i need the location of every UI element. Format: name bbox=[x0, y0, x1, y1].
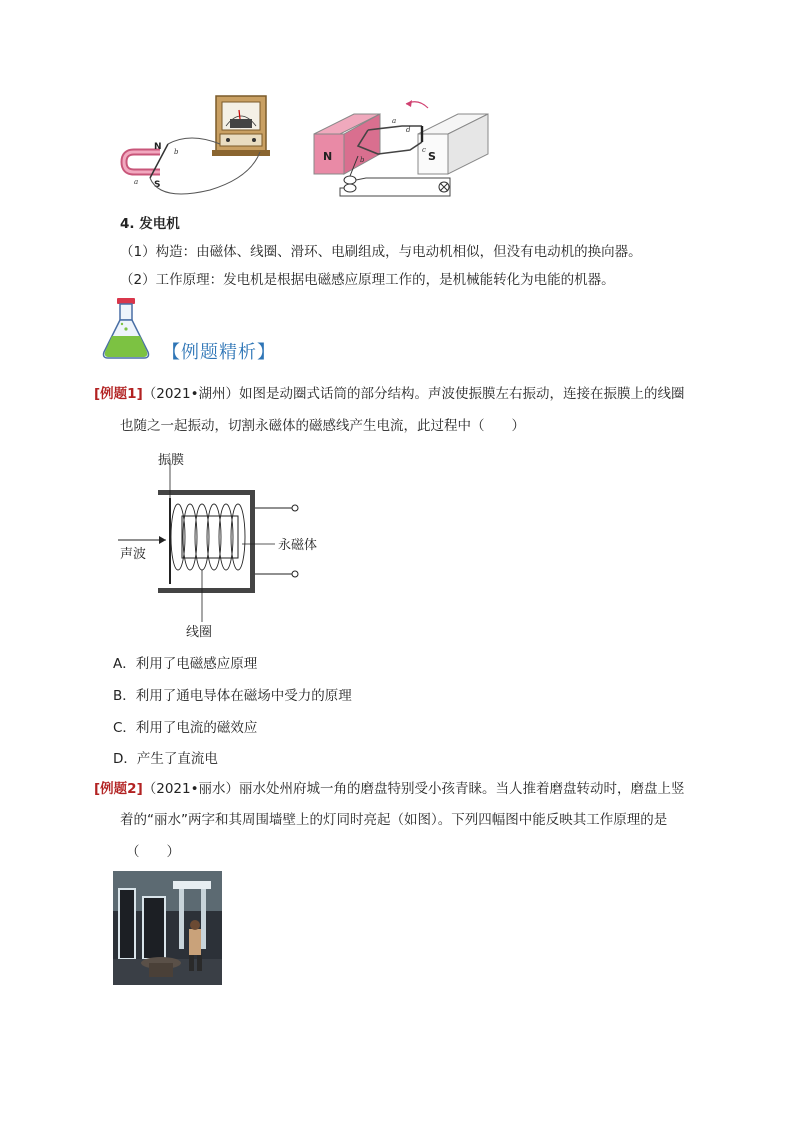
wire-b-label: b bbox=[174, 148, 179, 156]
flask-icon bbox=[100, 296, 156, 360]
option-b[interactable]: B．利用了通电导体在磁场中受力的原理 bbox=[113, 688, 352, 704]
example2-line1 bbox=[94, 779, 685, 799]
examples-header: 【例题精析】 bbox=[162, 342, 276, 363]
example1-tag: [例题1] bbox=[94, 386, 143, 402]
option-a[interactable]: A．利用了电磁感应原理 bbox=[113, 656, 258, 672]
galvanometer-figure bbox=[120, 92, 280, 204]
option-d[interactable]: D．产生了直流电 bbox=[113, 751, 218, 767]
example1-line2: 也随之一起振动，切割永磁体的磁感线产生电流，此过程中（ ） bbox=[120, 418, 525, 434]
example1-text1: （2021•湖州）如图是动圈式话筒的部分结构。声波使振膜左右振动，连接在振膜上的线圈 bbox=[142, 386, 685, 402]
sound-wave-label: 声波 bbox=[120, 547, 147, 562]
generator-figure bbox=[310, 96, 490, 204]
option-c[interactable]: C．利用了电流的磁效应 bbox=[113, 720, 258, 736]
magnet-s-label: S bbox=[428, 150, 436, 163]
magnet-n-label: N bbox=[323, 150, 333, 163]
millstone-photo bbox=[113, 871, 222, 985]
coil-label: 线圈 bbox=[186, 625, 213, 640]
diaphragm-label: 振膜 bbox=[158, 453, 185, 468]
example1-line1 bbox=[94, 384, 685, 404]
magnet-s-label: S bbox=[154, 180, 161, 190]
section-heading: 4. 发电机 bbox=[120, 216, 180, 232]
example2-text1: （2021•丽水）丽水处州府城一角的磨盘特别受小孩青睐。当人推着磨盘转动时，磨盘上竖 bbox=[142, 781, 685, 797]
magnet-label: 永磁体 bbox=[278, 538, 318, 553]
magnet-n-label: N bbox=[154, 142, 162, 152]
label-c: c bbox=[422, 146, 426, 154]
principle-text: （2）工作原理：发电机是根据电磁感应原理工作的，是机械能转化为电能的机器。 bbox=[120, 272, 615, 288]
microphone-diagram bbox=[110, 448, 350, 644]
example2-line3: （ ） bbox=[126, 844, 180, 860]
example2-tag: [例题2] bbox=[94, 781, 143, 797]
structure-text: （1）构造：由磁体、线圈、滑环、电刷组成，与电动机相似，但没有电动机的换向器。 bbox=[120, 244, 642, 260]
label-b: b bbox=[360, 156, 365, 164]
label-d: d bbox=[406, 126, 411, 134]
wire-a-label: a bbox=[134, 178, 139, 186]
example2-line2: 着的“丽水”两字和其周围墙壁上的灯同时亮起（如图）。下列四幅图中能反映其工作原理的是 bbox=[120, 812, 668, 828]
label-a: a bbox=[392, 117, 397, 125]
